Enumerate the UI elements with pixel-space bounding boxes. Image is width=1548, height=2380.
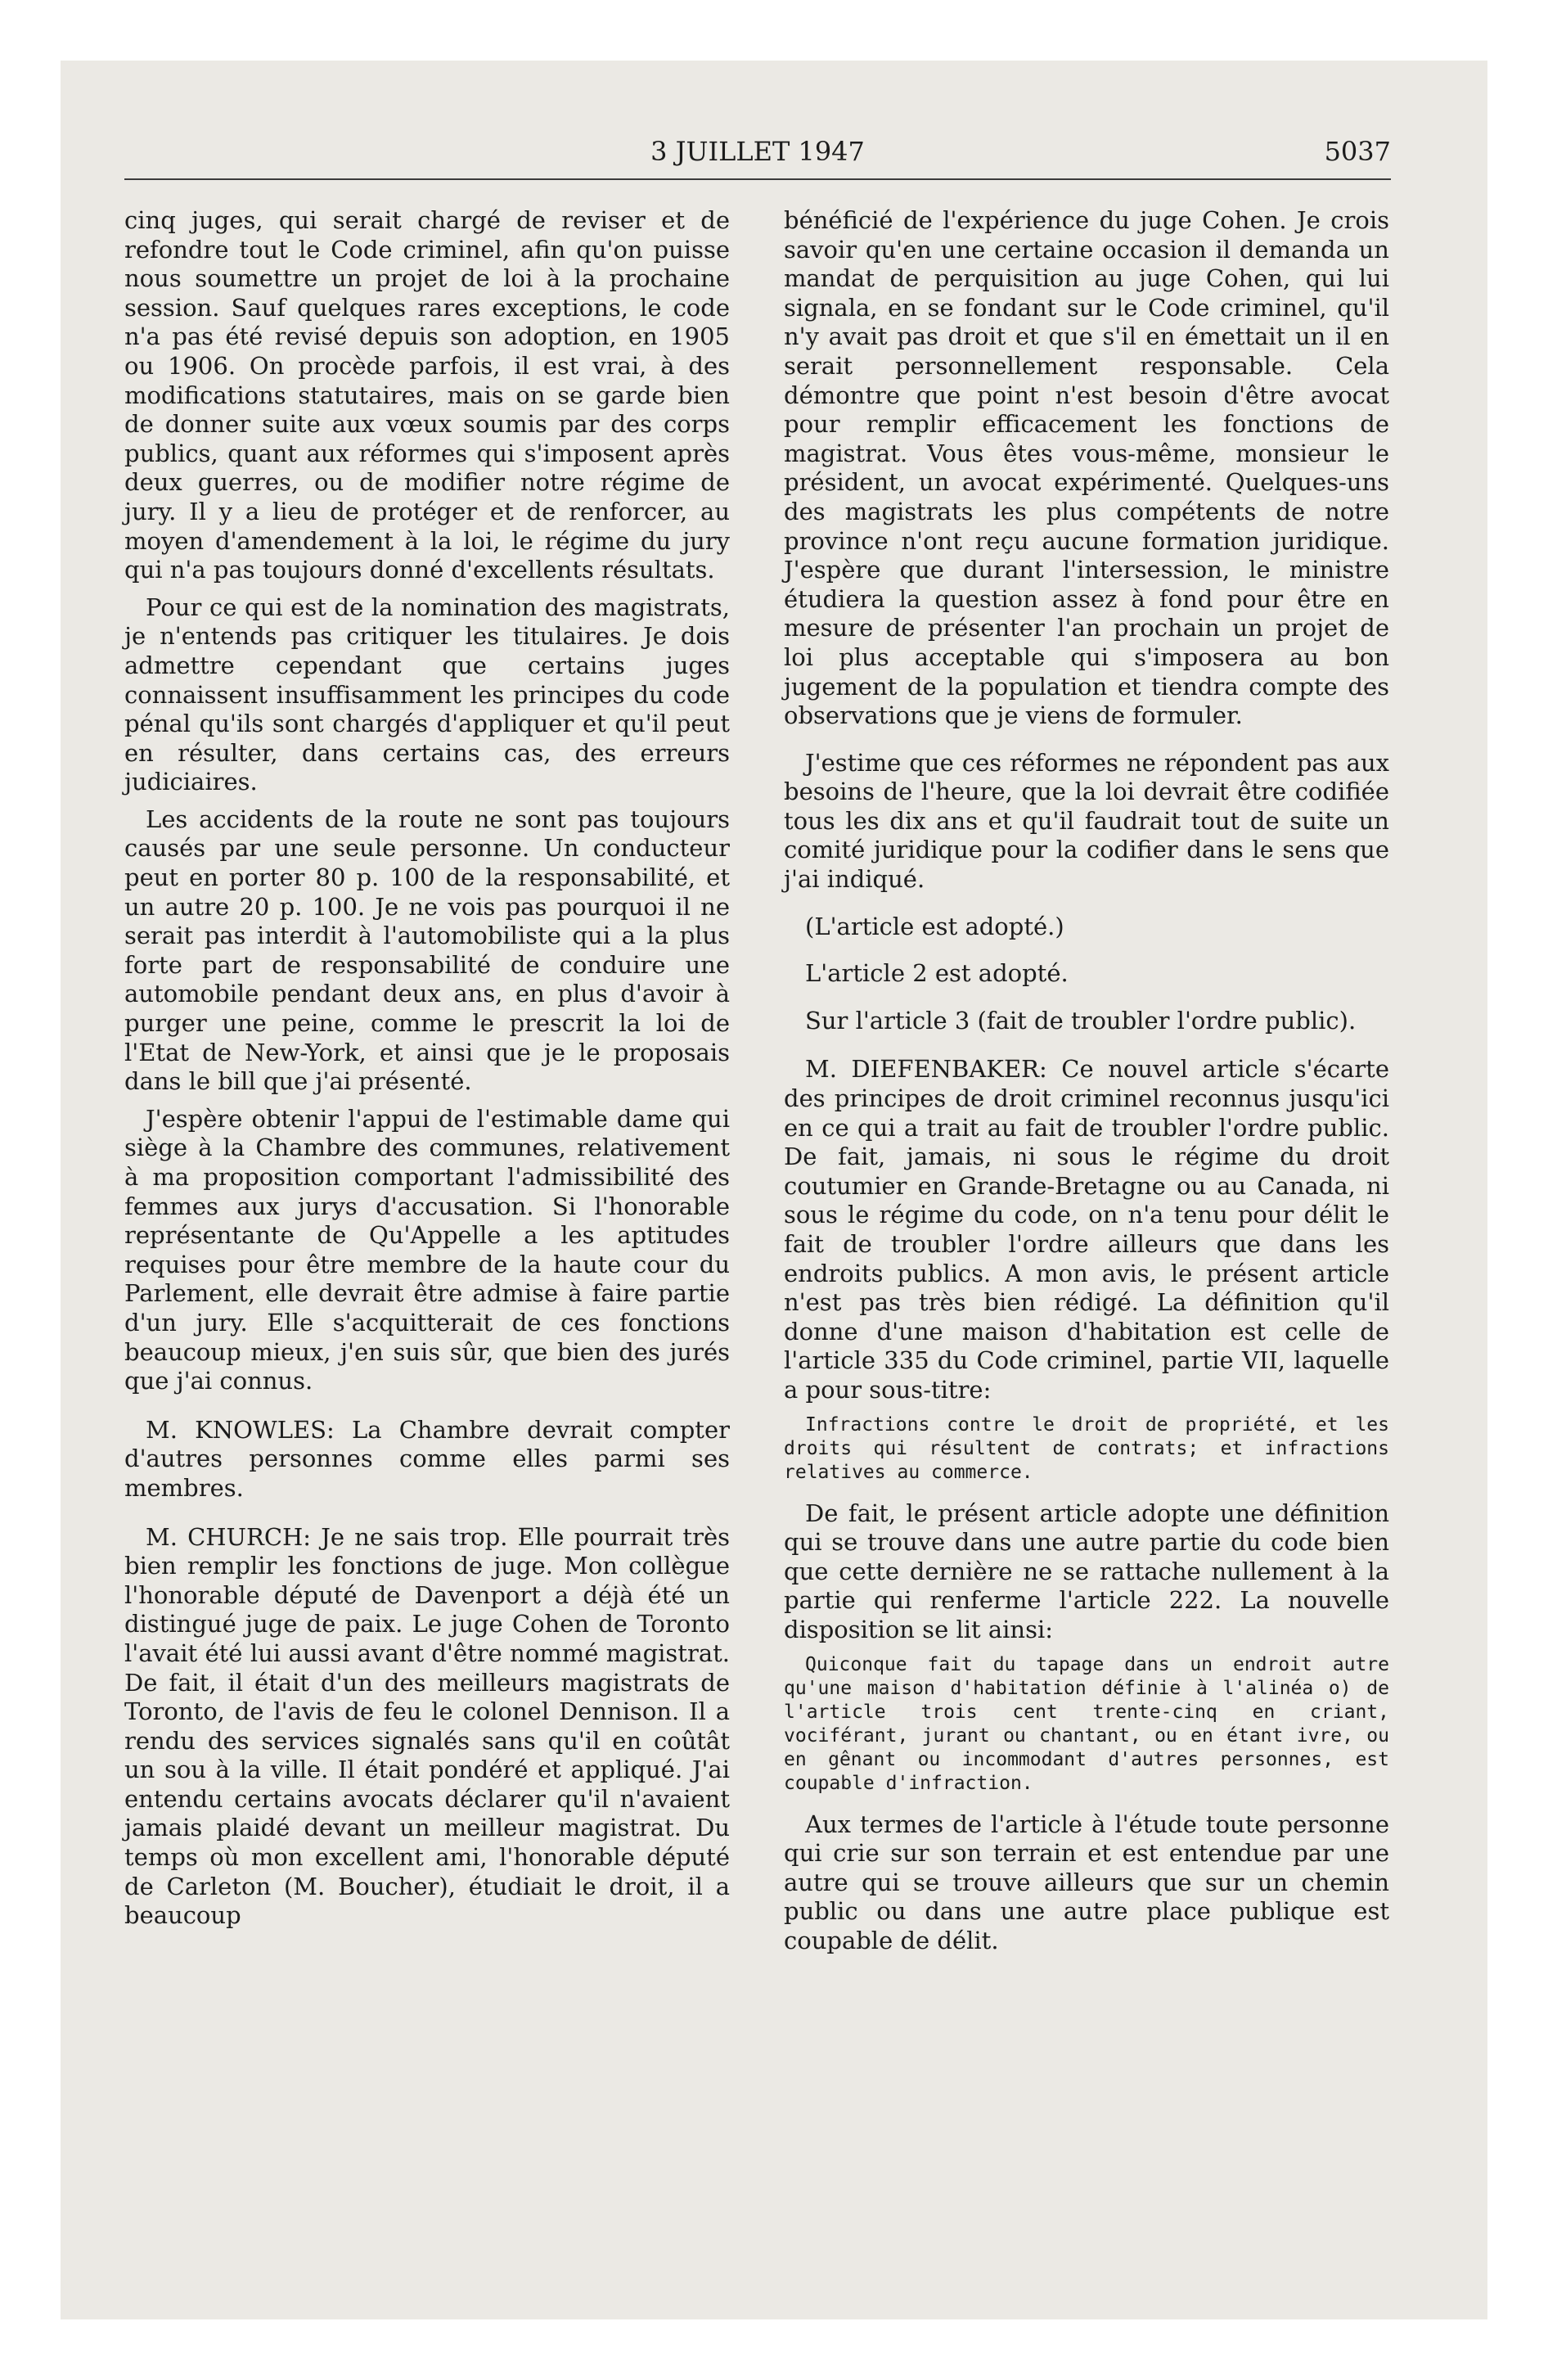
paragraph-article-adopted: (L'article est adopté.) xyxy=(805,912,1064,940)
paragraph: Aux termes de l'article à l'étude toute personne qui crie sur son terrain et est entendue par une autre qui se trouve ailleurs que sur un chemin public ou dans une autre place publique est coupable de délit. xyxy=(784,1810,1389,1954)
paragraph-diefenbaker: M. DIEFENBAKER: Ce nouvel article s'écarte des principes de droit criminel reconnus jusqu'ici en ce qui a trait au fait de troubler l'ordre public. De fait, jamais, ni sous le régime du droit coutumier en Grande-Bretagne ou au Canada, ni sous le régime du code, on n'a tenu pour délit le fait de troubler l'ordre ailleurs que dans les endroits publics. A mon avis, le présent article n'est pas très bien rédigé. La définition qu'il donne d'une maison d'habitation est celle de l'article 335 du Code criminel, partie VII, laquelle a pour sous-titre: xyxy=(784,1055,1389,1404)
paragraph: Pour ce qui est de la nomination des magistrats, je n'entends pas critiquer les titulaires. Je dois admettre cependant que certains juges connaissent insuffisamment les principes du code pénal qu'ils sont chargés d'appliquer et qu'il peut en résulter, dans certains cas, des erreurs judiciaires. xyxy=(124,593,730,796)
paragraph-knowles: M. KNOWLES: La Chambre devrait compter d'autres personnes comme elles parmi ses membres. xyxy=(124,1415,730,1502)
page-header xyxy=(124,131,1391,172)
paragraph: J'estime que ces réformes ne répondent pas aux besoins de l'heure, que la loi devrait être codifiée tous les dix ans et qu'il faudrait tout de suite un comité juridique pour la codifier dans le sens que j'ai indiqué. xyxy=(784,748,1389,894)
paragraph: Les accidents de la route ne sont pas toujours causés par une seule personne. Un conducteur peut en porter 80 p. 100 de la responsabilité, et un autre 20 p. 100. Je ne vois pas pourquoi il ne serait pas interdit à l'automobiliste qui a la plus forte part de responsabilité de conduire une automobile pendant deux ans, en plus d'avoir à purger une peine, comme le prescrit la loi de l'Etat de New-York, et ainsi que je le proposais dans le bill que j'ai présenté. xyxy=(124,805,730,1096)
paragraph: J'espère obtenir l'appui de l'estimable dame qui siège à la Chambre des communes, relativement à ma proposition comportant l'admissibilité des femmes aux jurys d'accusation. Si l'honorable représentante de Qu'Appelle a les aptitudes requises pour être membre de la haute cour du Parlement, elle devrait être admise à faire partie d'un jury. Elle s'acquitterait de ces fonctions beaucoup mieux, j'en suis sûr, que bien des jurés que j'ai connus. xyxy=(124,1104,730,1395)
left-column xyxy=(124,206,730,1939)
paragraph-article-3: Sur l'article 3 (fait de troubler l'ordre public). xyxy=(805,1006,1357,1034)
paragraph-church: M. CHURCH: Je ne sais trop. Elle pourrait très bien remplir les fonctions de juge. Mon collègue l'honorable député de Davenport a déjà été un distingué juge de paix. Le juge Cohen de Toronto l'avait été lui aussi avant d'être nommé magistrat. De fait, il était d'un des meilleurs magistrats de Toronto, de l'avis de feu le colonel Dennison. Il a rendu des services signalés sans qu'il en coûtât un sou à la ville. Il était pondéré et appliqué. J'ai entendu certains avocats déclarer qu'il n'avaient jamais plaidé devant un meilleur magistrat. Du temps où mon excellent ami, l'honorable député de Carleton (M. Boucher), étudiait le droit, il a beaucoup xyxy=(124,1522,730,1930)
quotation: Quiconque fait du tapage dans un endroit autre qu'une maison d'habitation définie à l'alinéa o) de l'article trois cent trente-cinq en criant, vociférant, jurant ou chantant, ou en étant ivre, ou en gênant ou incommodant d'autres personnes, est coupable d'infraction. xyxy=(784,1653,1389,1794)
page-number: 5037 xyxy=(1324,136,1391,167)
paragraph: cinq juges, qui serait chargé de reviser et de refondre tout le Code criminel, afin qu'on puisse nous soumettre un projet de loi à la prochaine session. Sauf quelques rares exceptions, le code n'a pas été revisé depuis son adoption, en 1905 ou 1906. On procède parfois, il est vrai, à des modifications statutaires, mais on se garde bien de donner suite aux vœux soumis par des corps publics, quant aux réformes qui s'imposent après deux guerres, ou de modifier notre régime de jury. Il y a lieu de protéger et de renforcer, au moyen d'amendement à la loi, le régime du jury qui n'a pas toujours donné d'excellents résultats. xyxy=(124,206,730,584)
paragraph: bénéficié de l'expérience du juge Cohen. Je crois savoir qu'en une certaine occasion il demanda un mandat de perquisition au juge Cohen, qui lui signala, en se fondant sur le Code criminel, qu'il n'y avait pas droit et que s'il en émettait un il en serait personnellement responsable. Cela démontre que point n'est besoin d'être avocat pour remplir efficacement les fonctions de magistrat. Vous êtes vous-même, monsieur le président, un avocat expérimenté. Quelques-uns des magistrats les plus compétents de notre province n'ont reçu aucune formation juridique. J'espère que durant l'intersession, le ministre étudiera la question assez à fond pour être en mesure de présenter l'an prochain un projet de loi plus acceptable qui s'imposera au bon jugement de la population et tiendra compte des observations que je viens de formuler. xyxy=(784,206,1389,730)
header-rule xyxy=(124,178,1391,180)
paragraph: De fait, le présent article adopte une définition qui se trouve dans une autre partie du code bien que cette dernière ne se rattache nullement à la partie qui renferme l'article 222. La nouvelle disposition se lit ainsi: xyxy=(784,1499,1389,1643)
right-column xyxy=(784,206,1389,1964)
quotation: Infractions contre le droit de propriété, et les droits qui résultent de contrats; et infractions relatives au commerce. xyxy=(784,1413,1389,1483)
paragraph-article-2: L'article 2 est adopté. xyxy=(805,959,1069,988)
page-date: 3 JUILLET 1947 xyxy=(650,136,865,167)
